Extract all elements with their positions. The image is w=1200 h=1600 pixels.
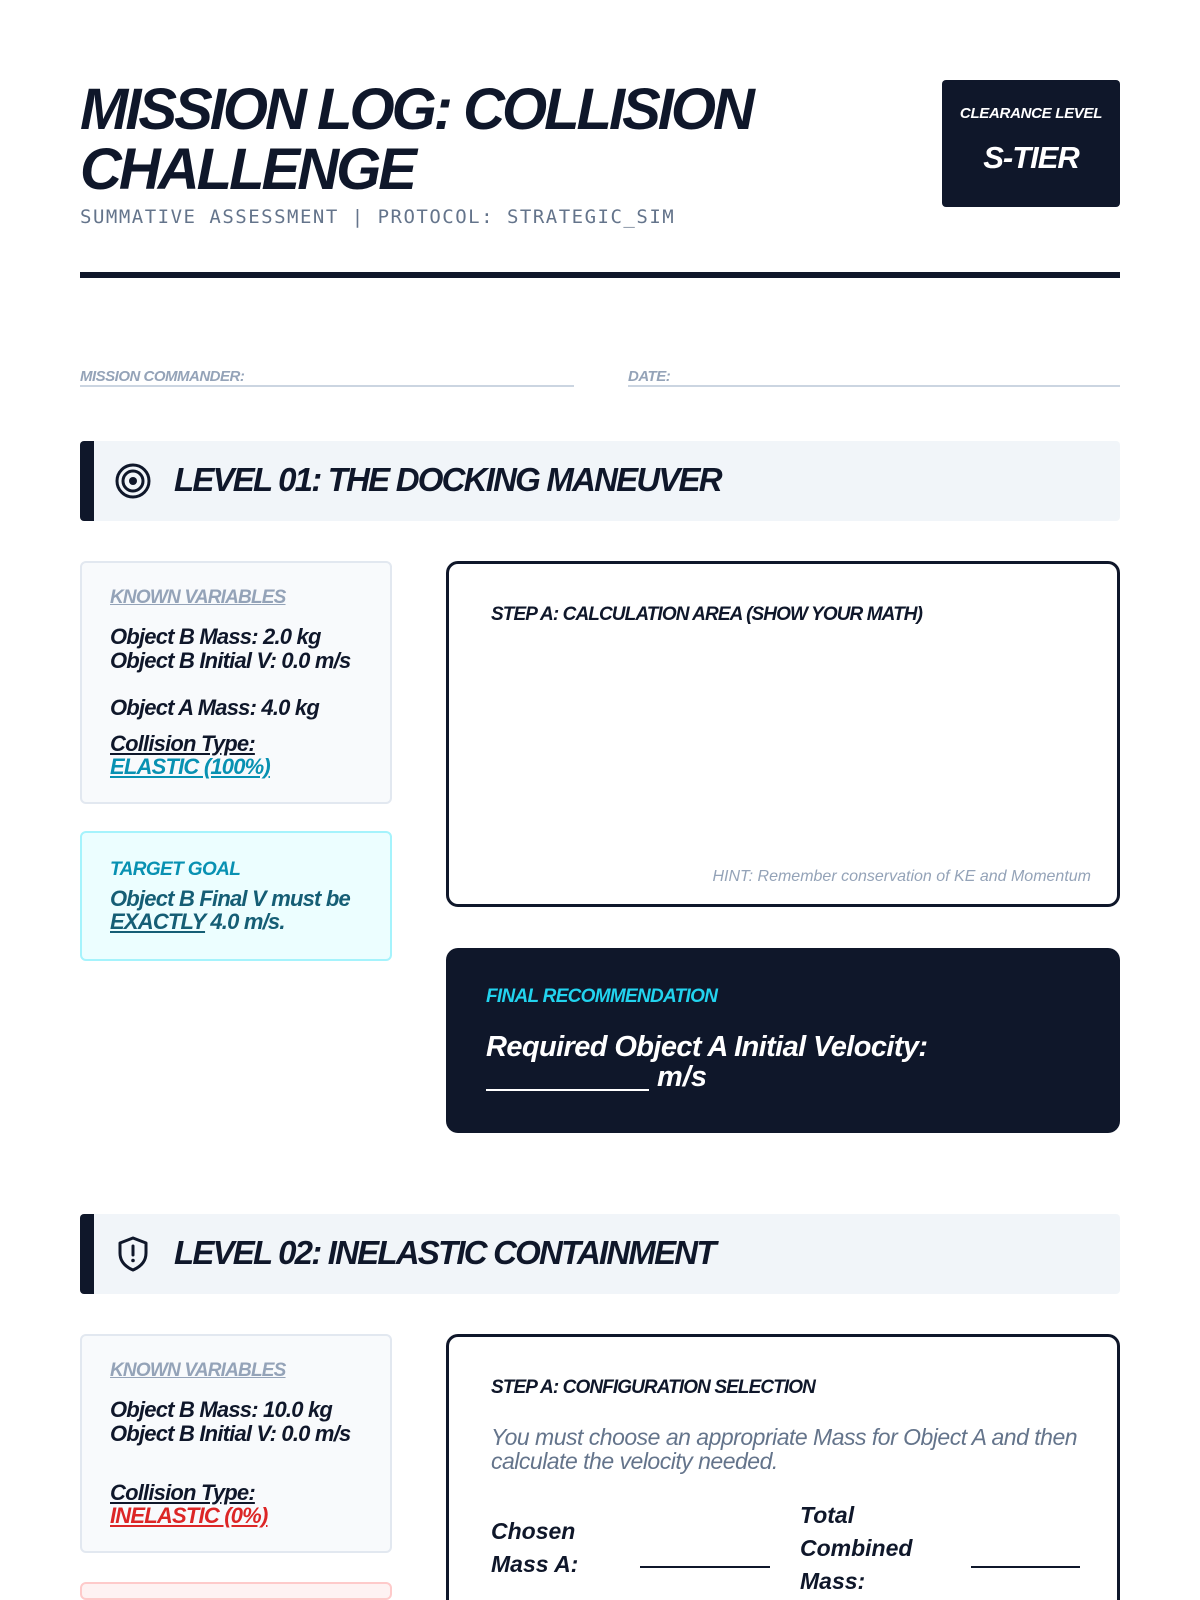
target-icon — [114, 462, 152, 500]
date-field[interactable] — [628, 385, 1120, 387]
velocity-unit: m/s — [657, 1061, 707, 1093]
known-variables-heading: KNOWN VARIABLES — [110, 1360, 286, 1381]
commander-field[interactable] — [80, 385, 574, 387]
variable-item: Object B Initial V: 0.0 m/s — [110, 648, 351, 673]
chosen-mass-label: Chosen Mass A: — [491, 1518, 579, 1577]
shield-alert-icon — [114, 1235, 152, 1273]
variable-item: Object B Mass: 10.0 kg — [110, 1397, 333, 1422]
collision-type-value: ELASTIC (100%) — [110, 754, 270, 779]
date-label: DATE: — [628, 368, 671, 385]
target-goal-heading: TARGET GOAL — [110, 859, 241, 880]
level-01-header — [80, 441, 1120, 521]
configuration-area[interactable] — [446, 1334, 1120, 1600]
target-goal-text: Object B Final V must be EXACTLY 4.0 m/s. — [110, 886, 350, 934]
variable-item: Object B Initial V: 0.0 m/s — [110, 1421, 351, 1446]
configuration-instructions: You must choose an appropriate Mass for Object A and then calculate the velocity needed. — [491, 1424, 1078, 1474]
level-02-header — [80, 1214, 1120, 1294]
page-subtitle: SUMMATIVE ASSESSMENT | PROTOCOL: STRATEGIC_SIM — [80, 206, 676, 228]
calculation-area[interactable] — [446, 561, 1120, 907]
total-mass-label: Total Combined Mass: — [800, 1502, 913, 1594]
level-02-warning-card — [80, 1582, 392, 1600]
goal-emphasis: EXACTLY — [110, 909, 206, 934]
level-01-known-variables — [80, 561, 392, 804]
hint-text: HINT: Remember conservation of KE and Momentum — [712, 868, 1091, 885]
variable-item: Object B Mass: 2.0 kg — [110, 624, 321, 649]
header-divider — [80, 272, 1120, 278]
chosen-mass-field[interactable] — [640, 1566, 770, 1568]
clearance-badge — [942, 80, 1120, 207]
final-recommendation-text: Required Object A Initial Velocity: — [486, 1031, 928, 1063]
final-recommendation-heading: FINAL RECOMMENDATION — [486, 986, 718, 1007]
total-mass-field[interactable] — [971, 1566, 1080, 1568]
known-variables-heading: KNOWN VARIABLES — [110, 587, 286, 608]
clearance-label: CLEARANCE LEVEL — [959, 105, 1103, 122]
collision-type-value: INELASTIC (0%) — [110, 1503, 268, 1528]
velocity-answer-field[interactable] — [486, 1089, 649, 1091]
level-02-known-variables — [80, 1334, 392, 1553]
final-recommendation — [446, 948, 1120, 1133]
clearance-value: S-TIER — [983, 140, 1079, 175]
level-02-title: LEVEL 02: INELASTIC CONTAINMENT — [174, 1234, 715, 1271]
level-01-title: LEVEL 01: THE DOCKING MANEUVER — [174, 461, 721, 498]
page-title: MISSION LOG: COLLISION CHALLENGE — [80, 77, 752, 202]
step-a-label: STEP A: CONFIGURATION SELECTION — [491, 1377, 815, 1398]
variable-item: Object A Mass: 4.0 kg — [110, 695, 319, 720]
commander-label: MISSION COMMANDER: — [80, 368, 245, 385]
collision-type-label: Collision Type: — [110, 731, 255, 756]
collision-type-label: Collision Type: — [110, 1480, 255, 1505]
step-a-label: STEP A: CALCULATION AREA (SHOW YOUR MATH) — [491, 604, 923, 625]
target-goal-card — [80, 831, 392, 961]
